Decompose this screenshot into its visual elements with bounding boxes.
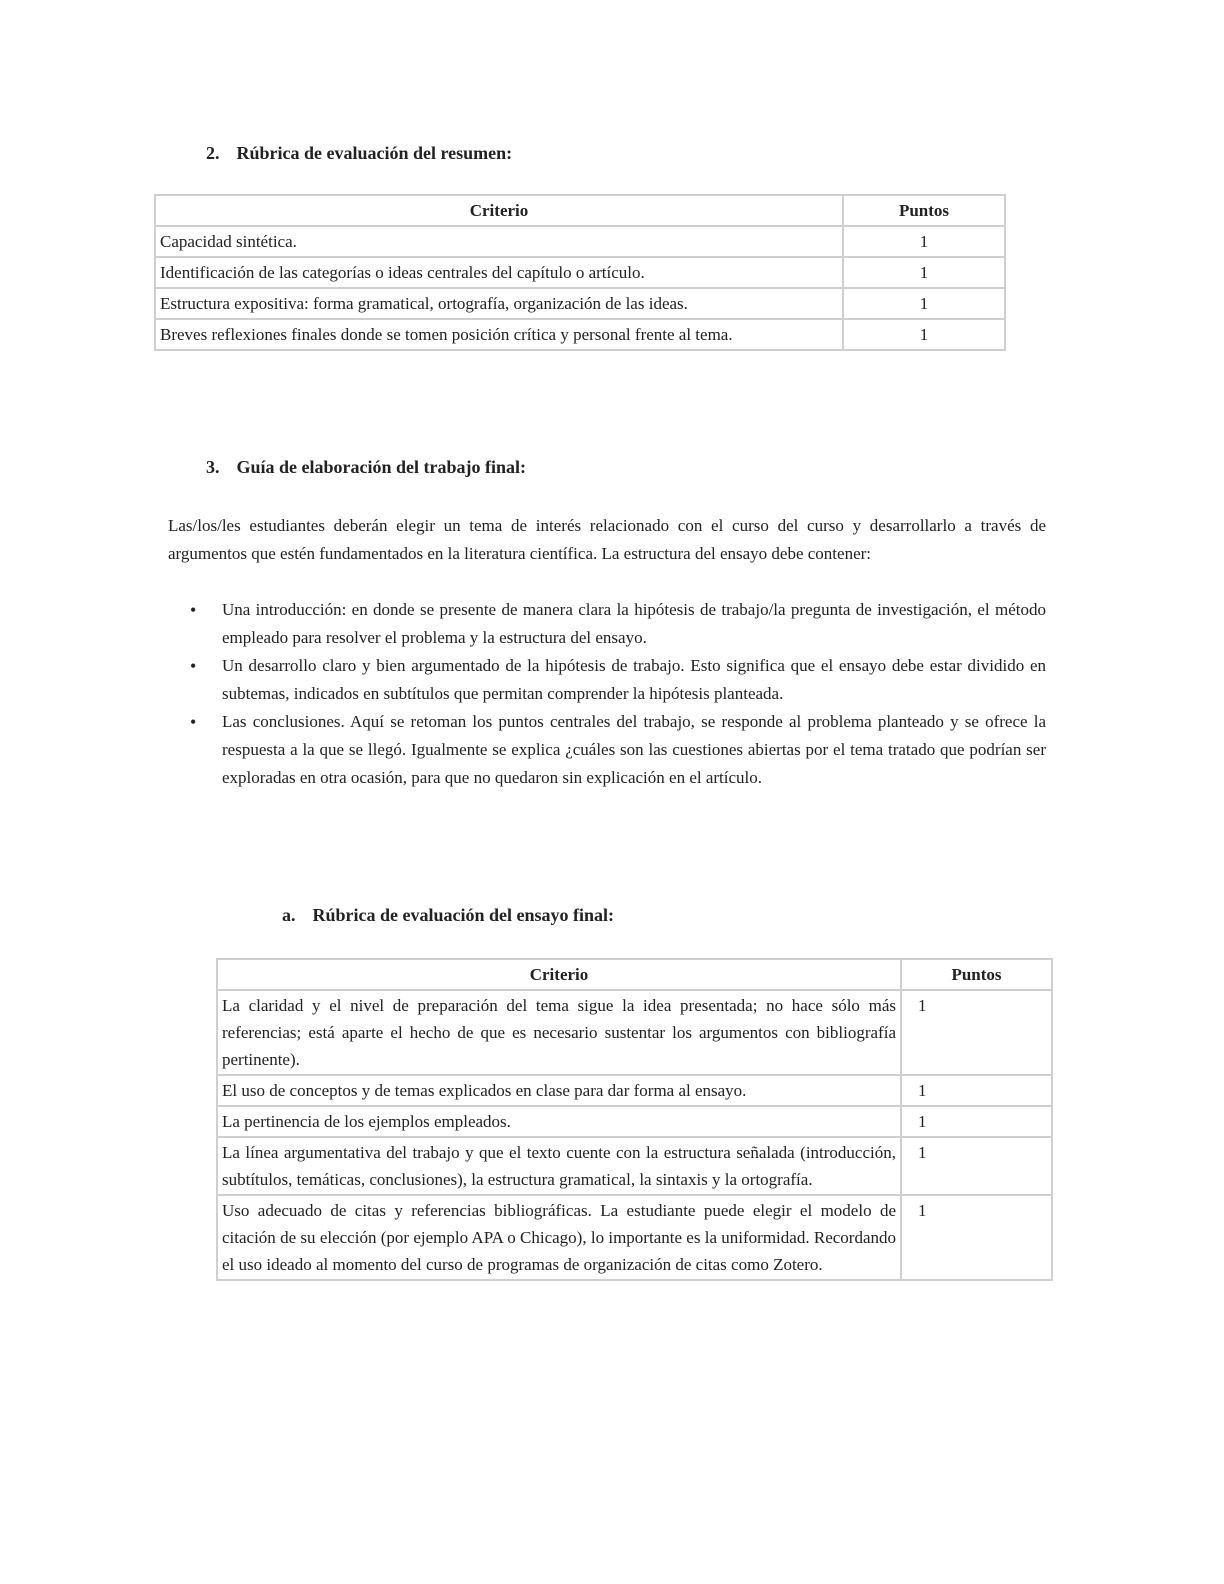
structure-list	[168, 596, 1046, 792]
points-cell: 1	[843, 288, 1005, 319]
summary-rubric-table	[154, 194, 1006, 351]
criterion-header: Criterio	[217, 959, 901, 990]
points-cell: 1	[901, 1195, 1052, 1280]
criterion-cell: Uso adecuado de citas y referencias bibliográficas. La estudiante puede elegir el modelo de citación de su elección (por ejemplo APA o Chicago), lo importante es la uniformidad. Recordando el uso ideado al momento del curso de programas de organización de citas como Zotero.	[217, 1195, 901, 1280]
bullet-icon: •	[190, 712, 197, 732]
table-row	[217, 1137, 1052, 1195]
section-title: Rúbrica de evaluación del resumen:	[236, 143, 513, 163]
table-row	[155, 257, 1005, 288]
table-row	[217, 1106, 1052, 1137]
criterion-cell: La claridad y el nivel de preparación del tema sigue la idea presentada; no hace sólo más referencias; está aparte el hecho de que es necesario sustentar los argumentos con bibliografía pertinente).	[217, 990, 901, 1075]
criterion-cell: Estructura expositiva: forma gramatical, ortografía, organización de las ideas.	[155, 288, 843, 319]
list-item-text: Una introducción: en donde se presente de manera clara la hipótesis de trabajo/la pregunta de investigación, el método empleado para resolver el problema y la estructura del ensayo.	[222, 600, 1046, 647]
section-heading	[206, 457, 526, 478]
points-cell: 1	[901, 990, 1052, 1075]
points-cell: 1	[901, 1137, 1052, 1195]
section-title: Guía de elaboración del trabajo final:	[236, 457, 526, 477]
section-heading	[282, 905, 614, 926]
bullet-icon: •	[190, 656, 197, 676]
section-heading	[206, 143, 512, 164]
table-row	[155, 288, 1005, 319]
table-row	[217, 1075, 1052, 1106]
points-header: Puntos	[901, 959, 1052, 990]
section-number: 3.	[206, 457, 220, 477]
table-row	[155, 319, 1005, 350]
points-cell: 1	[843, 257, 1005, 288]
criterion-cell: Capacidad sintética.	[155, 226, 843, 257]
points-cell: 1	[901, 1106, 1052, 1137]
list-item-text: Las conclusiones. Aquí se retoman los puntos centrales del trabajo, se responde al problema planteado y se ofrece la respuesta a la que se llegó. Igualmente se explica ¿cuáles son las cuestiones abiertas por el tema tratado que podrían ser exploradas en otra ocasión, para que no quedaron sin explicación en el artículo.	[222, 712, 1046, 787]
list-item-text: Un desarrollo claro y bien argumentado de la hipótesis de trabajo. Esto significa que el ensayo debe estar dividido en subtemas, indicados en subtítulos que permitan comprender la hipótesis planteada.	[222, 656, 1046, 703]
table-row	[217, 1195, 1052, 1280]
criterion-cell: Breves reflexiones finales donde se tomen posición crítica y personal frente al tema.	[155, 319, 843, 350]
bullet-icon: •	[190, 600, 197, 620]
essay-rubric-table	[216, 958, 1053, 1281]
criterion-cell: Identificación de las categorías o ideas centrales del capítulo o artículo.	[155, 257, 843, 288]
list-item	[168, 708, 1046, 792]
criterion-cell: La línea argumentativa del trabajo y que el texto cuente con la estructura señalada (introducción, subtítulos, temáticas, conclusiones), la estructura gramatical, la sintaxis y la ortografía.	[217, 1137, 901, 1195]
criterion-cell: El uso de conceptos y de temas explicados en clase para dar forma al ensayo.	[217, 1075, 901, 1106]
points-cell: 1	[901, 1075, 1052, 1106]
intro-paragraph: Las/los/les estudiantes deberán elegir un tema de interés relacionado con el curso del curso y desarrollarlo a través de argumentos que estén fundamentados en la literatura científica. La estructura del ensayo debe contener:	[168, 516, 1046, 563]
section-number: a.	[282, 905, 296, 925]
list-item	[168, 652, 1046, 708]
points-cell: 1	[843, 319, 1005, 350]
section-title: Rúbrica de evaluación del ensayo final:	[312, 905, 615, 925]
table-header-row	[155, 195, 1005, 226]
list-item	[168, 596, 1046, 652]
table-header-row	[217, 959, 1052, 990]
table-row	[155, 226, 1005, 257]
criterion-header: Criterio	[155, 195, 843, 226]
table-row	[217, 990, 1052, 1075]
criterion-cell: La pertinencia de los ejemplos empleados.	[217, 1106, 901, 1137]
points-header: Puntos	[843, 195, 1005, 226]
points-cell: 1	[843, 226, 1005, 257]
section-number: 2.	[206, 143, 220, 163]
